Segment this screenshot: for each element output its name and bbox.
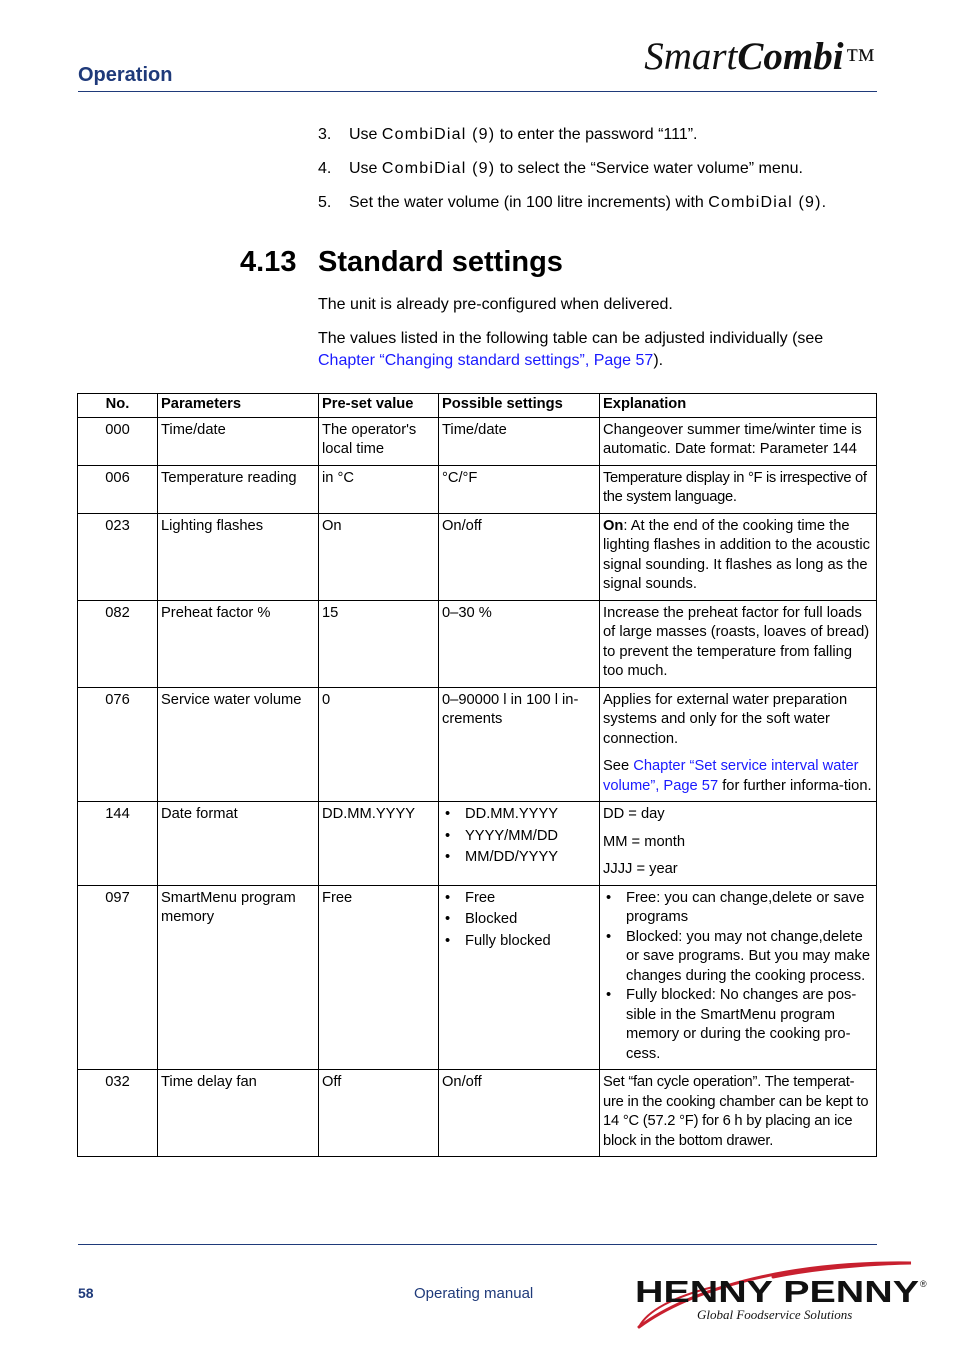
- step-item: [318, 160, 888, 194]
- cell-preset: On: [319, 513, 439, 600]
- list-item: • Fully blocked: [442, 932, 596, 952]
- cell-explanation: [600, 687, 877, 802]
- list-item: • DD.MM.YYYY: [442, 805, 596, 825]
- cell-no: 006: [78, 465, 158, 513]
- list-item: • MM/DD/YYYY: [442, 848, 596, 868]
- cell-preset: Free: [319, 885, 439, 1070]
- step-number: 5.: [318, 194, 332, 211]
- list-item: • YYYY/MM/DD: [442, 827, 596, 847]
- brand-smart: Smart: [644, 35, 738, 78]
- col-header-no: No.: [78, 394, 158, 418]
- chapter-link[interactable]: Chapter “Changing standard settings”, Page 57: [318, 352, 654, 369]
- cell-explanation: On: At the end of the cooking time the lighting flashes in addition to the acoustic signal sounding. It flashes as long as the signal sounds.: [600, 513, 877, 600]
- cell-param: Service water volume: [158, 687, 319, 802]
- settings-table: [77, 393, 877, 1157]
- section-title: Standard settings: [318, 246, 563, 278]
- table-row: [78, 885, 877, 1070]
- combidial-ref: CombiDial (9): [381, 160, 496, 177]
- combidial-ref: CombiDial (9): [708, 194, 822, 211]
- cell-possible: 0–90000 l in 100 l in-crements: [439, 687, 600, 802]
- table-row: [78, 465, 877, 513]
- cell-preset: 0: [319, 687, 439, 802]
- intro-paragraph: The unit is already pre-configured when delivered.: [318, 296, 673, 313]
- cell-possible: On/off: [439, 1070, 600, 1157]
- step-number: 3.: [318, 126, 332, 143]
- cell-possible: °C/°F: [439, 465, 600, 513]
- cell-explanation: [600, 885, 877, 1070]
- explanation-line: JJJJ = year: [603, 861, 678, 877]
- cell-explanation: Increase the preheat factor for full loads of large masses (roasts, loaves of bread) to prevent the temperature from falling too much.: [600, 600, 877, 687]
- logo-registered: ®: [920, 1279, 927, 1289]
- cell-no: 023: [78, 513, 158, 600]
- cell-explanation: Set “fan cycle operation”. The temperat-ure in the cooking chamber can be kept to 14 °C (57.2 °F) for 6 h by placing an ice block in the bottom drawer.: [600, 1070, 877, 1157]
- step-text: Use CombiDial (9) to select the “Service water volume” menu.: [349, 160, 803, 177]
- cell-no: 076: [78, 687, 158, 802]
- logo-wordmark: HENNY PENNY: [635, 1274, 920, 1309]
- cell-param: Time/date: [158, 417, 319, 465]
- cell-explanation: Temperature display in °F is irrespective of the system language.: [600, 465, 877, 513]
- cell-possible: Time/date: [439, 417, 600, 465]
- logo-tagline: Global Foodservice Solutions: [697, 1307, 853, 1322]
- cell-explanation: [600, 802, 877, 886]
- cell-param: Time delay fan: [158, 1070, 319, 1157]
- col-header-explanation: Explanation: [600, 394, 877, 418]
- cell-param: Preheat factor %: [158, 600, 319, 687]
- table-reference-paragraph: The values listed in the following table can be adjusted individually (see Chapter “Changing standard settings”, Page 57).: [318, 330, 824, 369]
- cell-explanation: Changeover summer time/winter time is automatic. Date format: Parameter 144: [600, 417, 877, 465]
- cell-preset: The operator's local time: [319, 417, 439, 465]
- cell-no: 144: [78, 802, 158, 886]
- explanation-text: Applies for external water preparation systems and only for the soft water connection.: [603, 691, 848, 747]
- table-row: [78, 417, 877, 465]
- cell-preset: 15: [319, 600, 439, 687]
- brand-logo: [644, 34, 875, 79]
- cell-no: 097: [78, 885, 158, 1070]
- cell-possible: On/off: [439, 513, 600, 600]
- step-number: 4.: [318, 160, 332, 177]
- page-number: 58: [78, 1285, 94, 1301]
- cell-param: Temperature reading: [158, 465, 319, 513]
- cell-possible: [439, 802, 600, 886]
- table-row: [78, 513, 877, 600]
- section-heading: [240, 246, 563, 279]
- cell-param: Lighting flashes: [158, 513, 319, 600]
- chapter-link[interactable]: Chapter “Set service interval water volume”, Page 57: [603, 758, 859, 794]
- brand-combi: Combi: [737, 35, 844, 78]
- table-row: [78, 802, 877, 886]
- list-item: • Free: you can change,delete or save programs: [603, 889, 873, 928]
- step-list: [318, 126, 888, 228]
- table-row: [78, 1070, 877, 1157]
- cell-no: 032: [78, 1070, 158, 1157]
- cell-preset: in °C: [319, 465, 439, 513]
- cell-param: SmartMenu program memory: [158, 885, 319, 1070]
- col-header-preset: Pre-set value: [319, 394, 439, 418]
- step-item: [318, 126, 888, 160]
- cell-preset: Off: [319, 1070, 439, 1157]
- cell-possible: 0–30 %: [439, 600, 600, 687]
- combidial-ref: CombiDial (9): [381, 126, 496, 143]
- section-number: 4.13: [240, 246, 297, 278]
- list-item: • Blocked: you may not change,delete or save programs. But you may make changes during the cooking process.: [603, 928, 873, 987]
- cell-no: 000: [78, 417, 158, 465]
- cell-possible: [439, 885, 600, 1070]
- step-text: Set the water volume (in 100 litre increments) with CombiDial (9).: [349, 194, 827, 211]
- col-header-parameters: Parameters: [158, 394, 319, 418]
- henny-penny-logo: [633, 1253, 933, 1335]
- cell-param: Date format: [158, 802, 319, 886]
- explanation-see-also: See Chapter “Set service interval water volume”, Page 57 for further informa-tion.: [603, 758, 872, 794]
- explanation-line: DD = day: [603, 806, 665, 822]
- step-item: [318, 194, 888, 228]
- header-section-title: Operation: [78, 64, 173, 86]
- explanation-line: MM = month: [603, 833, 686, 850]
- table-header-row: [78, 394, 877, 418]
- col-header-possible: Possible settings: [439, 394, 600, 418]
- list-item: • Fully blocked: No changes are pos-sible in the SmartMenu program memory or during the cooking pro-cess.: [603, 986, 873, 1064]
- step-text: Use CombiDial (9) to enter the password “111”.: [349, 126, 698, 143]
- footer-document-title: Operating manual: [414, 1285, 534, 1302]
- brand-tm: ™: [845, 43, 875, 76]
- table-row: [78, 687, 877, 802]
- cell-preset: DD.MM.YYYY: [319, 802, 439, 886]
- table-row: [78, 600, 877, 687]
- list-item: • Blocked: [442, 910, 596, 930]
- cell-no: 082: [78, 600, 158, 687]
- header-rule: [78, 91, 877, 92]
- list-item: • Free: [442, 889, 596, 909]
- footer-rule: [78, 1244, 877, 1245]
